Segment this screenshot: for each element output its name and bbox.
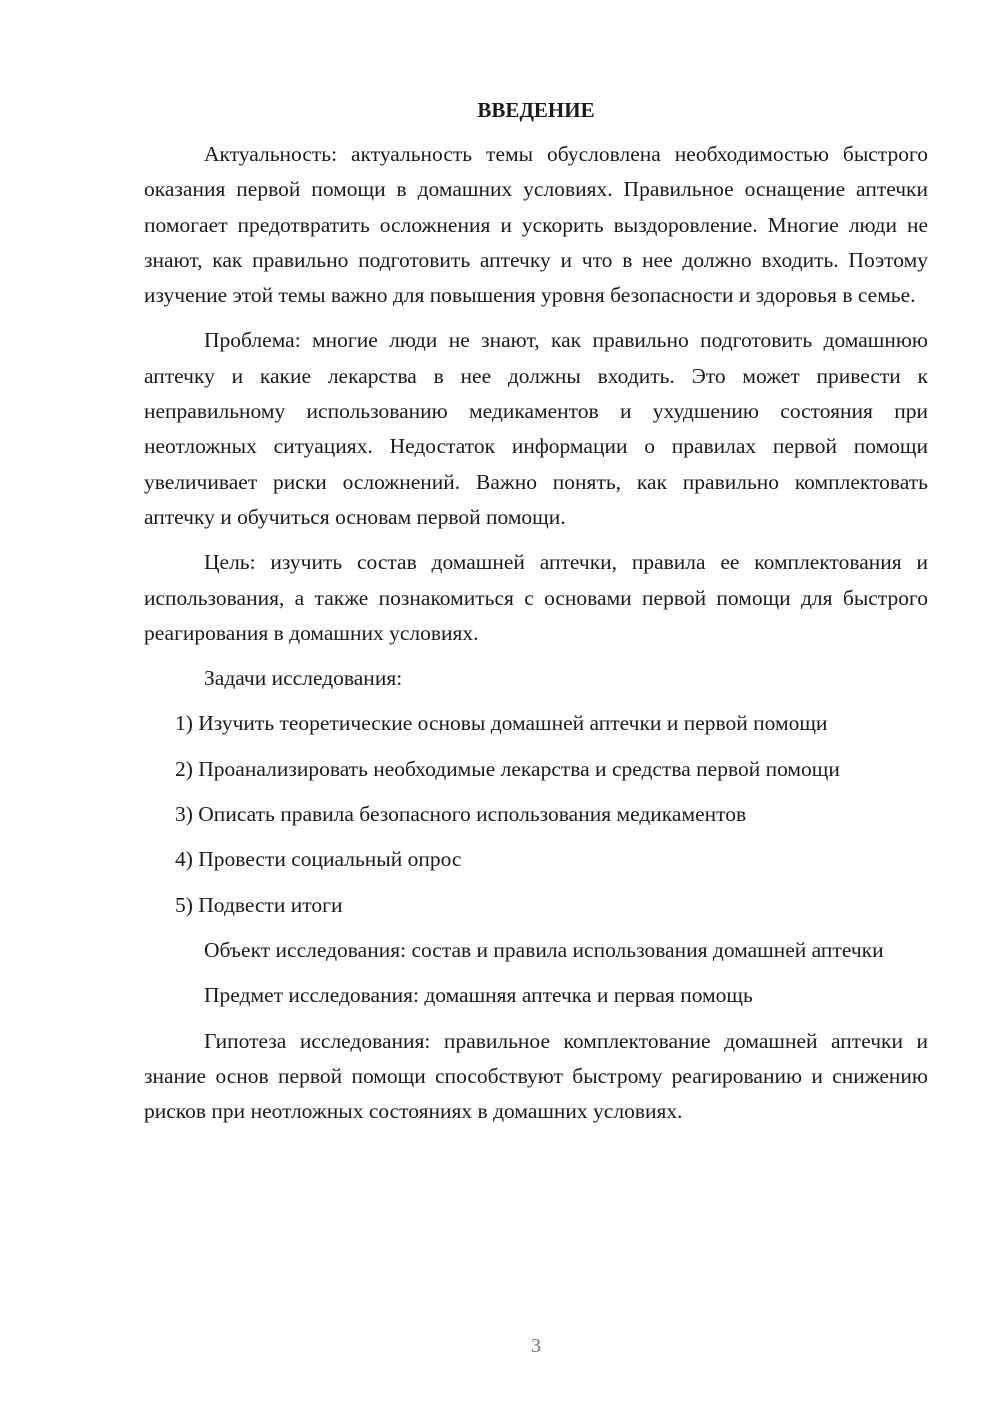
object-paragraph: Объект исследования: состав и правила использования домашней аптечки bbox=[204, 937, 884, 962]
task-item: 5) Подвести итоги bbox=[175, 892, 343, 917]
hypothesis-paragraph: Гипотеза исследования: правильное комплектование домашней аптечки и знание основ первой помощи способствуют быстрому реагированию и снижению рисков при неотложных состояниях в домашних условиях. bbox=[144, 1028, 928, 1124]
tasks-list bbox=[144, 706, 928, 922]
problem-paragraph: Проблема: многие люди не знают, как правильно подготовить домашнюю аптечку и какие лекарства в нее должны входить. Это может привести к неправильному использованию медикаментов и ухудшению состояния при неотложных ситуациях. Недостаток информации о правилах первой помощи увеличивает риски осложнений. Важно понять, как правильно комплектовать аптечку и обучиться основам первой помощи. bbox=[144, 328, 928, 529]
task-item: 1) Изучить теоретические основы домашней аптечки и первой помощи bbox=[175, 711, 828, 736]
goal-paragraph: Цель: изучить состав домашней аптечки, правила ее комплектования и использования, а также познакомиться с основами первой помощи для быстрого реагирования в домашних условиях. bbox=[144, 550, 928, 645]
subject-paragraph: Предмет исследования: домашняя аптечка и первая помощь bbox=[204, 983, 753, 1008]
section-heading: ВВЕДЕНИЕ bbox=[477, 98, 595, 122]
task-item: 4) Провести социальный опрос bbox=[175, 847, 462, 872]
page-number: 3 bbox=[531, 1335, 541, 1357]
tasks-intro: Задачи исследования: bbox=[204, 666, 403, 691]
relevance-paragraph: Актуальность: актуальность темы обусловлена необходимостью быстрого оказания первой помощи в домашних условиях. Правильное оснащение аптечки помогает предотвратить осложнения и ускорить выздоровление. Многие люди не знают, как правильно подготовить аптечку и что в нее должно входить. Поэтому изучение этой темы важно для повышения уровня безопасности и здоровья в семье. bbox=[144, 142, 928, 308]
document-page bbox=[144, 95, 928, 1129]
task-item: 3) Описать правила безопасного использования медикаментов bbox=[175, 802, 747, 827]
task-item: 2) Проанализировать необходимые лекарства и средства первой помощи bbox=[175, 756, 840, 781]
